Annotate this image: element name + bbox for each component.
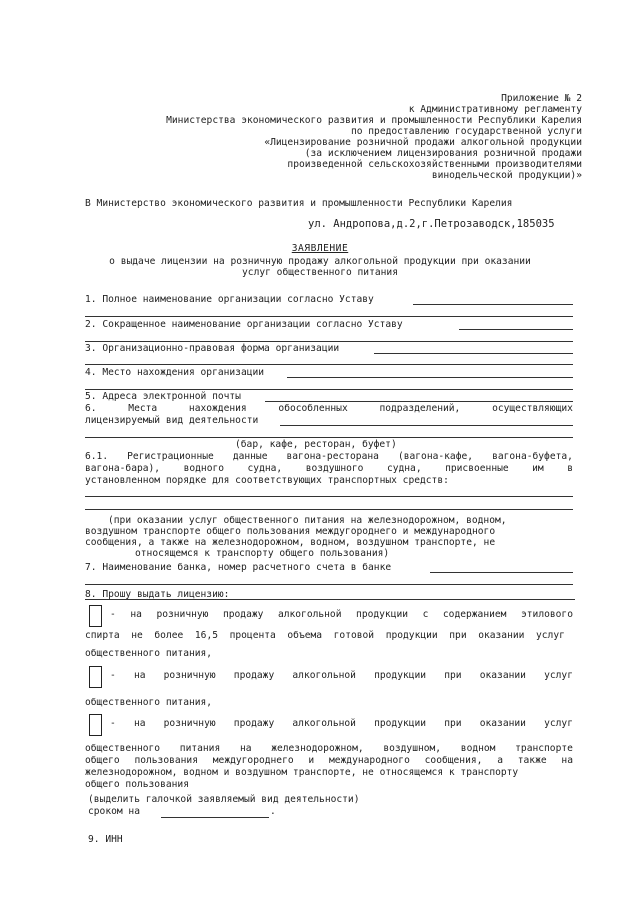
option-3-line5: общего пользования <box>85 779 189 790</box>
field-vehicle-note-line2: воздушном транспорте общего пользования междугороднего и международного <box>85 526 496 537</box>
service-name-line2: (за исключением лицензирования розничной продажи <box>304 148 582 159</box>
field-legal-form-input-line2[interactable] <box>85 364 573 365</box>
term-period: . <box>270 806 276 817</box>
option-2-line1: - на розничную продажу алкогольной продукции при оказании услуг <box>110 670 573 681</box>
field-short-name-input[interactable] <box>459 329 573 330</box>
field-vehicle-label-line3: установленном порядке для соответствующих транспортных средств: <box>85 475 449 486</box>
field-bank-input[interactable] <box>430 572 573 573</box>
option-3-line1: - на розничную продажу алкогольной продукции при оказании услуг <box>110 718 573 729</box>
field-inn-label: 9. ИНН <box>88 834 123 845</box>
term-label: сроком на <box>88 806 140 817</box>
field-branches-label-line2: лицензируемый вид деятельности <box>85 415 259 426</box>
field-short-name-label: 2. Сокращенное наименование организации согласно Уставу <box>85 319 403 330</box>
service-name-line1: «Лицензирование розничной продажи алкогольной продукции <box>264 137 582 148</box>
term-input[interactable] <box>161 817 269 818</box>
mark-instruction-note: (выделить галочкой заявляемый вид деятельности) <box>88 794 360 805</box>
field-full-name-label: 1. Полное наименование организации согласно Уставу <box>85 294 374 305</box>
appendix-number: Приложение № 2 <box>501 93 582 104</box>
field-branches-label-line1: 6. Места нахождения обособленных подразделений, осуществляющих <box>85 403 573 414</box>
field-license-request-label: 8. Прошу выдать лицензию: <box>85 589 230 600</box>
field-vehicle-input[interactable] <box>85 496 573 497</box>
field-legal-form-input[interactable] <box>374 353 573 354</box>
field-legal-form-label: 3. Организационно-правовая форма организации <box>85 343 340 354</box>
field-email-label: 5. Адреса электронной почты <box>85 391 241 402</box>
option-3-line4: железнодорожном, водном и воздушном транспорте, не относящемся к транспорту <box>85 767 519 778</box>
field-short-name-input-line2[interactable] <box>85 341 573 342</box>
option-3-line2: общественного питания на железнодорожном, воздушном, водном транспорте <box>85 743 573 754</box>
field-branches-input[interactable] <box>280 425 573 426</box>
option-1-line3: общественного питания, <box>85 648 213 659</box>
field-bank-label: 7. Наименование банка, номер расчетного счета в банке <box>85 562 392 573</box>
regulation-ref: к Административному регламенту <box>408 104 582 115</box>
option-3-checkbox[interactable] <box>89 714 102 736</box>
field-branches-note: (бар, кафе, ресторан, буфет) <box>235 439 397 450</box>
field-branches-input-line2[interactable] <box>85 437 573 438</box>
field-vehicle-note-line3: сообщения, а также на железнодорожном, водном, воздушном транспорте, не <box>85 537 496 548</box>
option-2-line2: общественного питания, <box>85 697 213 708</box>
field-vehicle-note-line1: (при оказании услуг общественного питания на железнодорожном, водном, <box>108 515 507 526</box>
addressee-ministry: В Министерство экономического развития и промышленности Республики Карелия <box>85 198 513 209</box>
title-line1: о выдаче лицензии на розничную продажу алкогольной продукции при оказании <box>109 256 531 267</box>
field-vehicle-label-line1: 6.1. Регистрационные данные вагона-ресторана (вагона-кафе, вагона-буфета, <box>85 451 573 462</box>
option-1-checkbox[interactable] <box>89 605 102 627</box>
option-1-line1: - на розничную продажу алкогольной продукции с содержанием этилового <box>110 609 573 620</box>
field-full-name-input[interactable] <box>413 304 573 305</box>
service-ref: по предоставлению государственной услуги <box>350 126 582 137</box>
option-3-line3: общего пользования междугороднего и международного сообщения, а также на <box>85 755 573 766</box>
service-name-line4: винодельческой продукции)» <box>431 170 582 181</box>
field-vehicle-note-line4: относящемся к транспорту общего пользования) <box>135 548 390 559</box>
document-title: ЗАЯВЛЕНИЕ <box>291 243 349 254</box>
addressee-address: ул. Андропова,д.2,г.Петрозаводск,185035 <box>308 218 555 230</box>
field-location-label: 4. Место нахождения организации <box>85 367 265 378</box>
title-line2: услуг общественного питания <box>242 267 398 278</box>
ministry-ref: Министерства экономического развития и промышленности Республики Карелия <box>166 115 582 126</box>
service-name-line3: произведенной сельскохозяйственными производителями <box>287 159 582 170</box>
field-license-request-underline <box>85 599 575 600</box>
field-location-input[interactable] <box>287 377 573 378</box>
field-vehicle-input-line2[interactable] <box>85 509 573 510</box>
field-email-input[interactable] <box>265 401 573 402</box>
option-2-checkbox[interactable] <box>89 666 102 688</box>
field-full-name-input-line2[interactable] <box>85 316 573 317</box>
option-1-line2: спирта не более 16,5 процента объема готовой продукции при оказании услуг <box>85 630 565 641</box>
field-bank-input-line2[interactable] <box>85 584 573 585</box>
field-location-input-line2[interactable] <box>85 389 573 390</box>
field-vehicle-label-line2: вагона-бара), водного судна, воздушного судна, присвоенные им в <box>85 463 573 474</box>
